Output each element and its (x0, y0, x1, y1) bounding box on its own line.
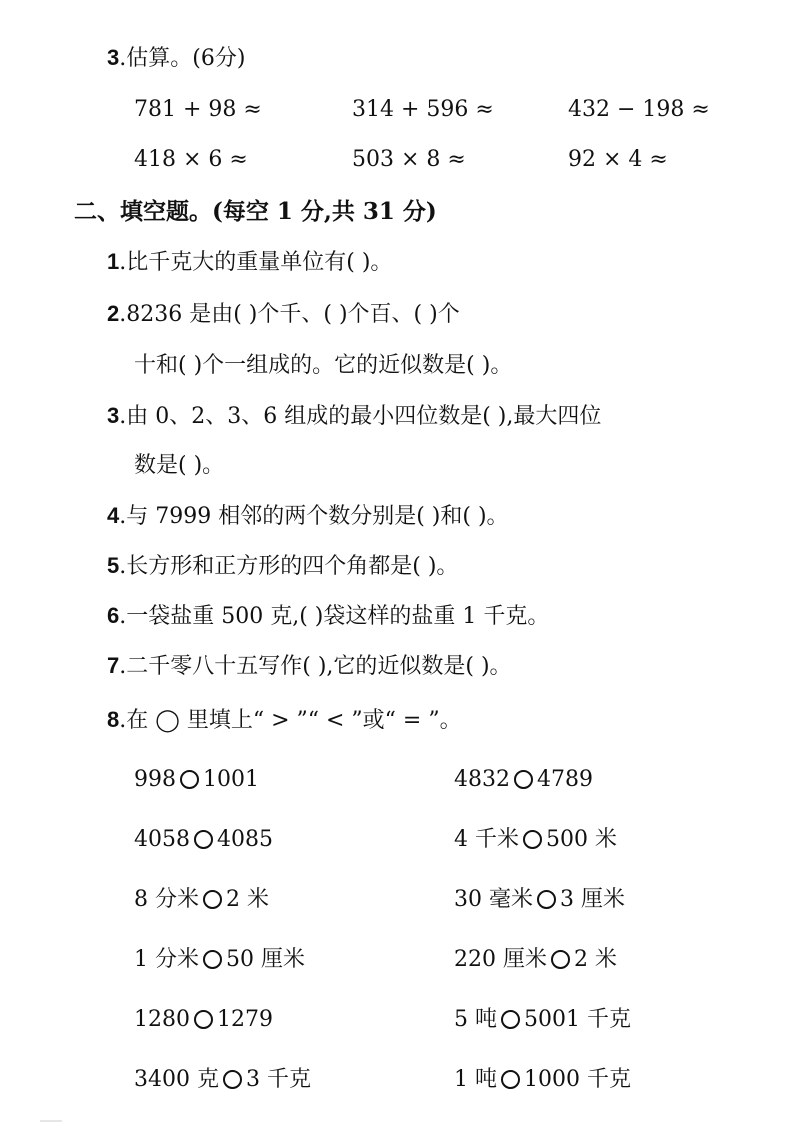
fill-question-8 (107, 705, 462, 736)
compare-right: 5001 千克 (524, 1007, 631, 1032)
compare-item (454, 1005, 631, 1035)
compare-item (134, 1065, 311, 1095)
question-number: 2 (107, 301, 120, 326)
compare-right: 1000 千克 (524, 1067, 631, 1092)
compare-right: 500 米 (546, 827, 617, 852)
question-number: 1 (107, 249, 120, 274)
fill-question-7 (107, 651, 512, 682)
section-title: 二、填空题。(每空 1 分,共 31 分) (74, 198, 437, 225)
fill-question-3-cont: 数是( )。 (134, 453, 225, 478)
compare-left: 1280 (134, 1007, 190, 1032)
compare-item (454, 885, 625, 915)
compare-left: 220 厘米 (454, 947, 547, 972)
compare-left: 4058 (134, 827, 190, 852)
compare-item (454, 825, 617, 855)
q3-title: .估算。(6分) (119, 46, 246, 71)
estimate-item: 418 × 6 ≈ (134, 147, 248, 172)
answer-circle[interactable] (194, 1010, 213, 1029)
question-number: 6 (107, 603, 120, 628)
compare-right: 2 米 (226, 887, 269, 912)
answer-circle[interactable] (223, 1070, 242, 1089)
question-text: .由 0、2、3、6 组成的最小四位数是( ),最大四位 (119, 404, 602, 429)
compare-right: 3 厘米 (560, 887, 625, 912)
compare-right: 4085 (217, 827, 273, 852)
compare-right: 4789 (537, 767, 593, 792)
fill-question-4 (107, 501, 509, 532)
answer-circle[interactable] (501, 1010, 520, 1029)
answer-circle[interactable] (501, 1070, 520, 1089)
question-text: .一袋盐重 500 克,( )袋这样的盐重 1 千克。 (119, 604, 550, 629)
estimate-item: 92 × 4 ≈ (568, 147, 668, 172)
compare-item (454, 945, 617, 975)
compare-item (134, 825, 273, 855)
answer-circle[interactable] (203, 950, 222, 969)
compare-left: 30 毫米 (454, 887, 533, 912)
fill-question-2-cont: 十和( )个一组成的。它的近似数是( )。 (134, 353, 513, 378)
compare-right: 1279 (217, 1007, 273, 1032)
question-text: .二千零八十五写作( ),它的近似数是( )。 (119, 654, 512, 679)
estimate-item: 314 + 596 ≈ (352, 97, 494, 122)
question-text: .比千克大的重量单位有( )。 (119, 250, 393, 275)
estimate-item: 432 − 198 ≈ (568, 97, 710, 122)
question-number: 7 (107, 653, 120, 678)
question-text: .与 7999 相邻的两个数分别是( )和( )。 (119, 504, 509, 529)
compare-left: 998 (134, 767, 176, 792)
compare-right: 50 厘米 (226, 947, 305, 972)
compare-item (134, 1005, 273, 1035)
question-number: 4 (107, 503, 120, 528)
compare-right: 1001 (203, 767, 259, 792)
answer-circle[interactable] (537, 890, 556, 909)
q3-number: 3 (107, 45, 120, 70)
estimate-item: 781 + 98 ≈ (134, 97, 262, 122)
compare-left: 3400 克 (134, 1067, 219, 1092)
compare-right: 2 米 (574, 947, 617, 972)
answer-circle[interactable] (551, 950, 570, 969)
fill-question-3 (107, 401, 601, 432)
question-number: 3 (107, 403, 120, 428)
compare-item (454, 1065, 631, 1095)
compare-item (134, 885, 269, 915)
compare-left: 1 分米 (134, 947, 199, 972)
compare-left: 1 吨 (454, 1067, 497, 1092)
answer-circle[interactable] (514, 770, 533, 789)
fill-question-1 (107, 247, 392, 278)
q3-heading (107, 43, 245, 74)
question-number: 5 (107, 553, 120, 578)
fill-question-5 (107, 551, 458, 582)
compare-item (454, 765, 593, 795)
question-text: .8236 是由( )个千、( )个百、( )个 (119, 302, 460, 327)
compare-left: 4 千米 (454, 827, 519, 852)
answer-circle[interactable] (203, 890, 222, 909)
compare-item (134, 765, 259, 795)
question-number: 8 (107, 707, 120, 732)
question-text: .在 ◯ 里填上“ > ”“ < ”或“ = ”。 (119, 708, 462, 733)
compare-left: 4832 (454, 767, 510, 792)
fill-question-2 (107, 299, 460, 330)
compare-left: 8 分米 (134, 887, 199, 912)
answer-circle[interactable] (180, 770, 199, 789)
question-text: .长方形和正方形的四个角都是( )。 (119, 554, 459, 579)
compare-item (134, 945, 305, 975)
compare-right: 3 千克 (245, 1067, 311, 1092)
answer-circle[interactable] (523, 830, 542, 849)
answer-circle[interactable] (194, 830, 213, 849)
page-corner-mark (40, 1120, 62, 1122)
fill-question-6 (107, 601, 549, 632)
estimate-item: 503 × 8 ≈ (352, 147, 466, 172)
compare-left: 5 吨 (454, 1007, 497, 1032)
